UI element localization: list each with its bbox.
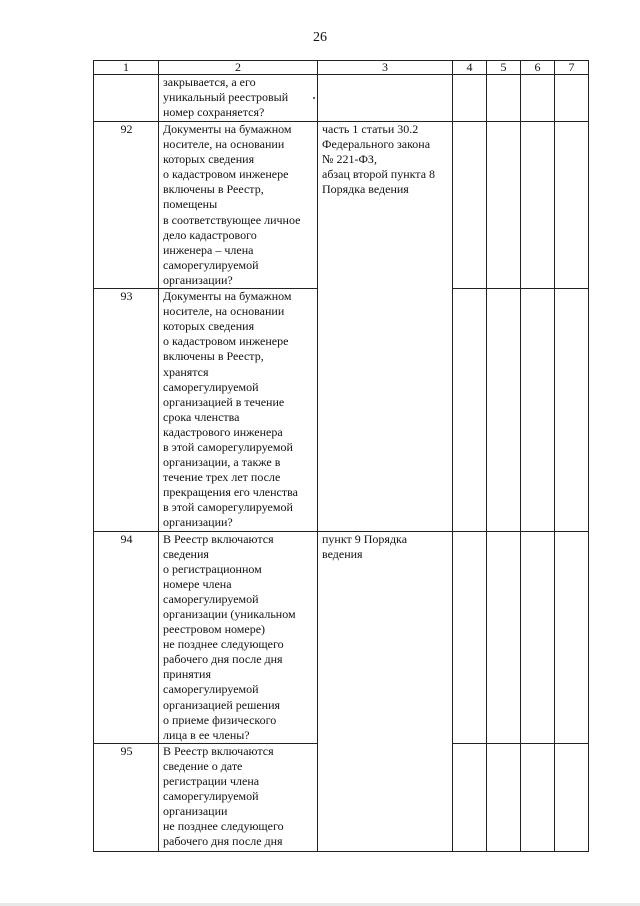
legal-basis-cell	[318, 75, 453, 122]
row-number: 94	[94, 531, 159, 743]
table-header-row	[94, 61, 589, 75]
legal-basis-cell: часть 1 статьи 30.2 Федерального закона № 221-ФЗ, абзац второй пункта 8 Порядка ведения	[318, 122, 453, 532]
scan-dot-mark	[313, 97, 315, 99]
row-number: 93	[94, 289, 159, 532]
answer-cell-5	[487, 122, 521, 289]
row-number	[94, 75, 159, 122]
question-cell: Документы на бумажном носителе, на основании которых сведения о кадастровом инженере включены в Реестр, хранятся саморегулируемой организацией в течение срока членства кадастрового инженера в этой саморегулируемой организации, а также в течение трех лет после прекращения его членства в этой саморегулируемой организации?	[159, 289, 318, 532]
column-header-3: 3	[318, 61, 453, 75]
answer-cell-7	[555, 75, 589, 122]
question-cell: В Реестр включаются сведение о дате регистрации члена саморегулируемой организации не позднее следующего рабочего дня после дня	[159, 743, 318, 851]
legal-basis-cell: пункт 9 Порядка ведения	[318, 531, 453, 851]
table-row	[94, 75, 589, 122]
answer-cell-5	[487, 289, 521, 532]
checklist-table	[93, 60, 589, 852]
table-row	[94, 122, 589, 289]
answer-cell-7	[555, 743, 589, 851]
answer-cell-4	[453, 122, 487, 289]
answer-cell-6	[521, 75, 555, 122]
answer-cell-4	[453, 531, 487, 743]
page-number: 26	[313, 30, 327, 45]
column-header-2: 2	[159, 61, 318, 75]
question-cell: В Реестр включаются сведения о регистрационном номере члена саморегулируемой организации (уникальном реестровом номере) не позднее следующего рабочего дня после дня принятия саморегулируемой организацией решения о приеме физического лица в ее члены?	[159, 531, 318, 743]
column-header-5: 5	[487, 61, 521, 75]
answer-cell-6	[521, 531, 555, 743]
answer-cell-6	[521, 289, 555, 532]
answer-cell-4	[453, 743, 487, 851]
row-number: 95	[94, 743, 159, 851]
answer-cell-4	[453, 289, 487, 532]
answer-cell-5	[487, 531, 521, 743]
answer-cell-4	[453, 75, 487, 122]
question-cell: Документы на бумажном носителе, на основании которых сведения о кадастровом инженере включены в Реестр, помещены в соответствующее личное дело кадастрового инженера – члена саморегулируемой организации?	[159, 122, 318, 289]
answer-cell-5	[487, 743, 521, 851]
table-row	[94, 531, 589, 743]
answer-cell-7	[555, 531, 589, 743]
column-header-1: 1	[94, 61, 159, 75]
column-header-4: 4	[453, 61, 487, 75]
answer-cell-7	[555, 289, 589, 532]
column-header-7: 7	[555, 61, 589, 75]
row-number: 92	[94, 122, 159, 289]
answer-cell-5	[487, 75, 521, 122]
answer-cell-7	[555, 122, 589, 289]
column-header-6: 6	[521, 61, 555, 75]
question-cell: закрывается, а его уникальный реестровый номер сохраняется?	[159, 75, 318, 122]
answer-cell-6	[521, 743, 555, 851]
answer-cell-6	[521, 122, 555, 289]
